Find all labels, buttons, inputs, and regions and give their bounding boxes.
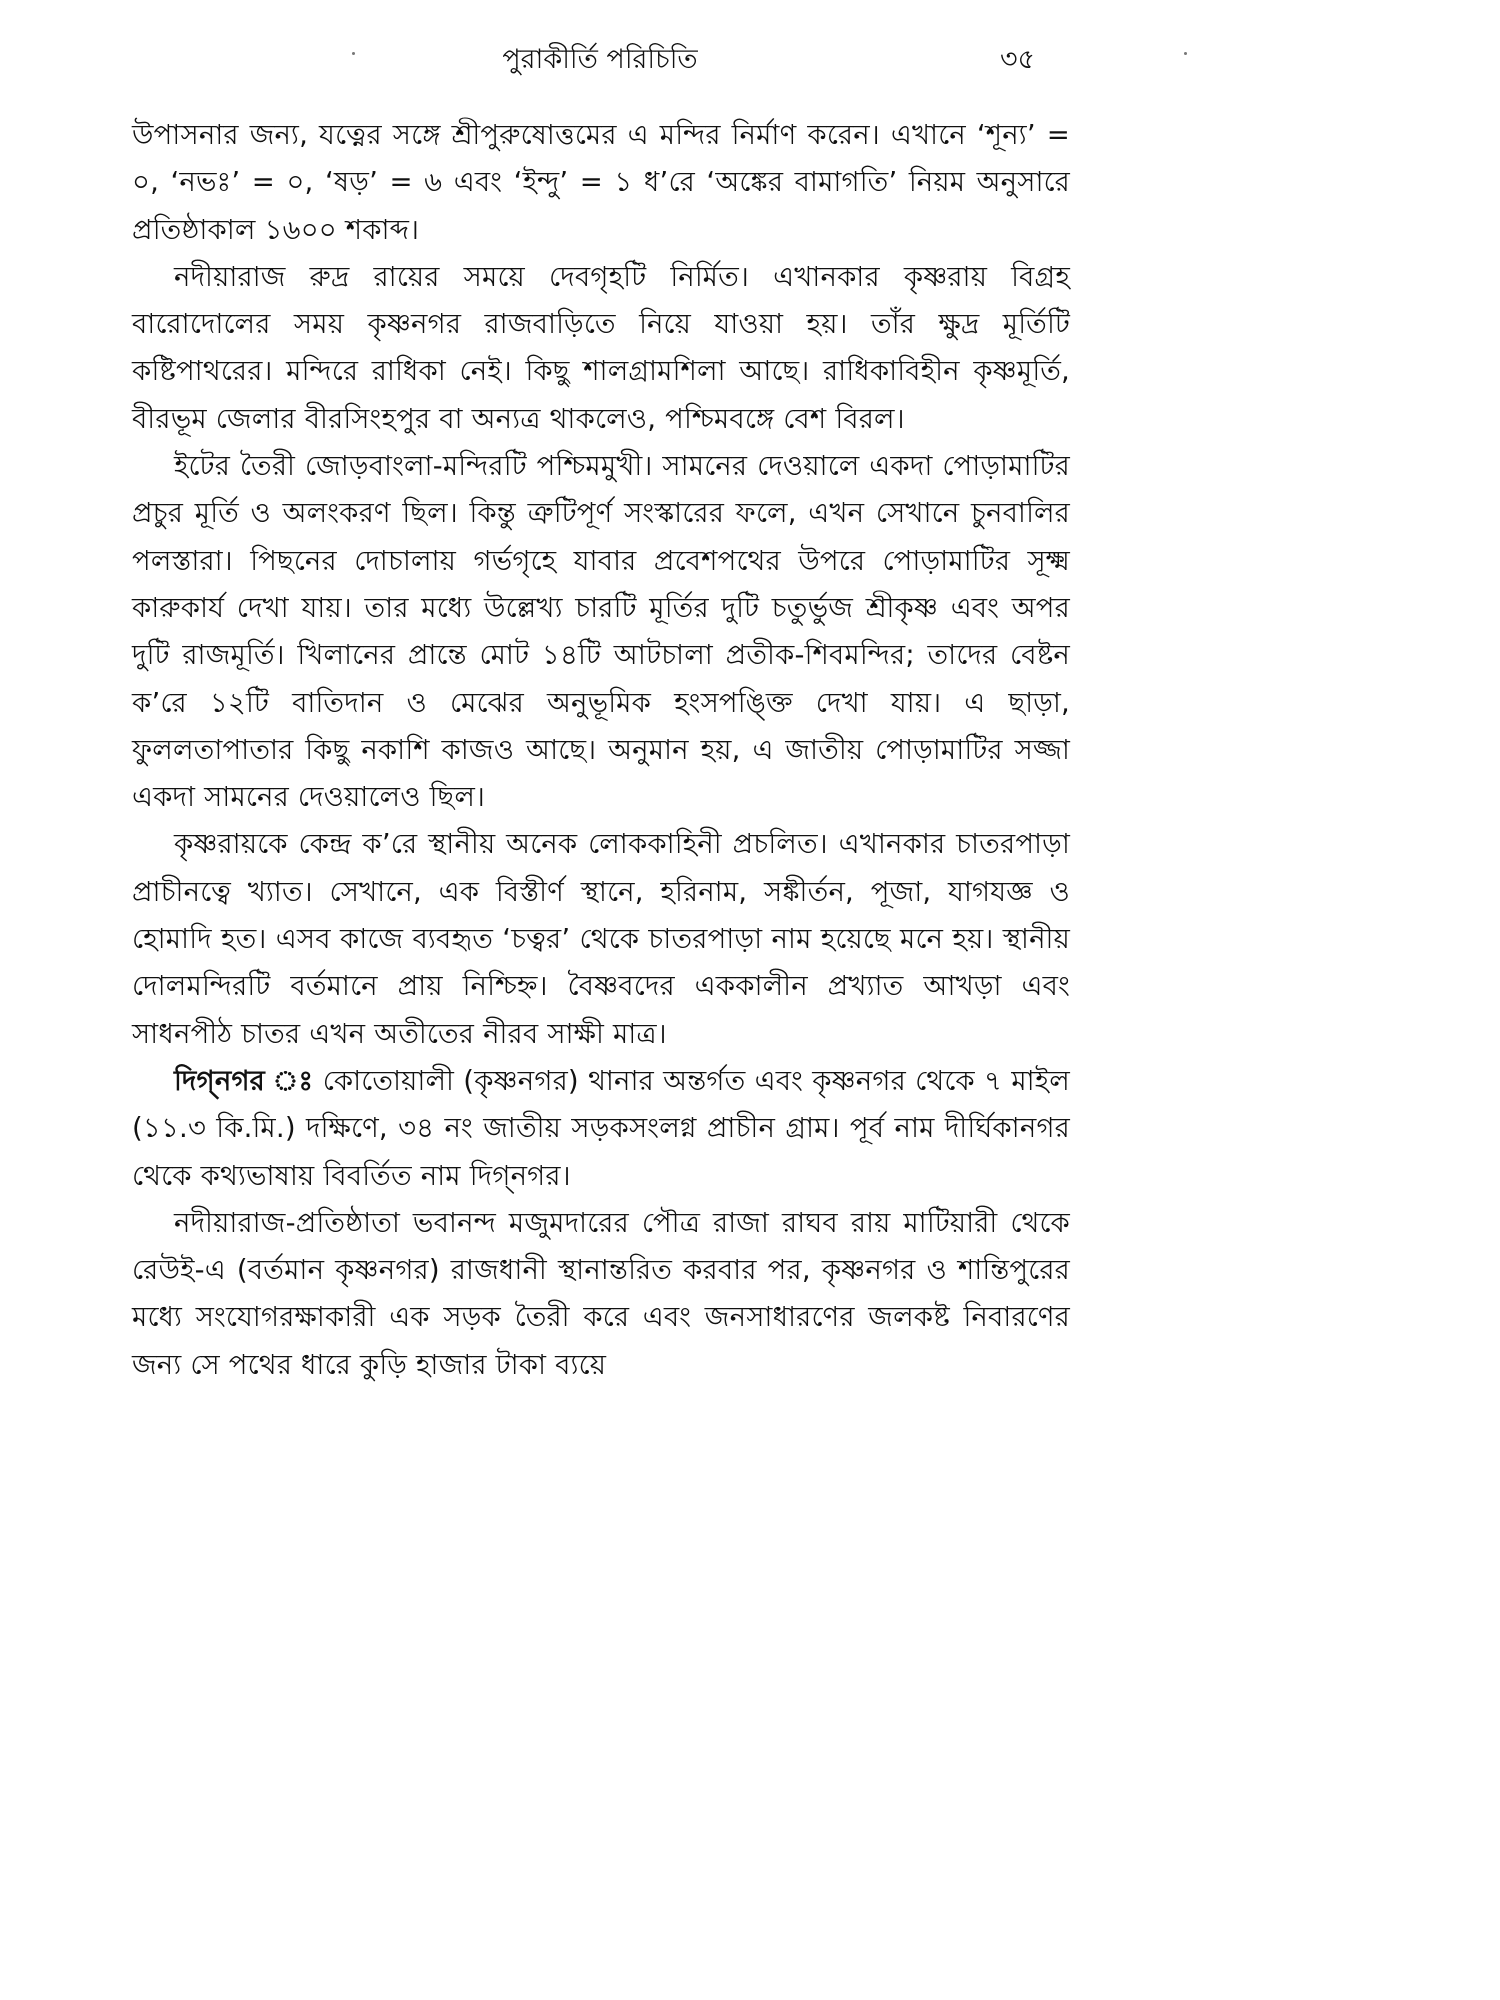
body-text: [132, 112, 1070, 1389]
page-number: ৩৫: [1000, 44, 1036, 75]
paragraph: উপাসনার জন্য, যত্নের সঙ্গে শ্রীপুরুষোত্তমের এ মন্দির নির্মাণ করেন। এখানে ‘শূন্য’ = ০, ‘নভঃ’ = ০, ‘ষড়’ = ৬ এবং ‘ইন্দু’ = ১ ধ’রে ‘অঙ্কের বামাগতি’ নিয়ম অনুসারে প্রতিষ্ঠাকাল ১৬০০ শকাব্দ।: [132, 119, 1070, 246]
paragraph: নদীয়ারাজ রুদ্র রায়ের সময়ে দেবগৃহটি নির্মিত। এখানকার কৃষ্ণরায় বিগ্রহ বারোদোলের সময় কৃষ্ণনগর রাজবাড়িতে নিয়ে যাওয়া হয়। তাঁর ক্ষুদ্র মূর্তিটি কষ্টিপাথরের। মন্দিরে রাধিকা নেই। কিছু শালগ্রামশিলা আছে। রাধিকাবিহীন কৃষ্ণমূর্তি, বীরভূম জেলার বীরসিংহপুর বা অন্যত্র থাকলেও, পশ্চিমবঙ্গে বেশ বিরল।: [132, 260, 1070, 435]
paragraph: ইটের তৈরী জোড়বাংলা-মন্দিরটি পশ্চিমমুখী। সামনের দেওয়ালে একদা পোড়ামাটির প্রচুর মূর্তি ও অলংকরণ ছিল। কিন্তু ত্রুটিপূর্ণ সংস্কারের ফলে, এখন সেখানে চুনবালির পলস্তারা। পিছনের দোচালায় গর্ভগৃহে যাবার প্রবেশপথের উপরে পোড়ামাটির সূক্ষ্ম কারুকার্য দেখা যায়। তার মধ্যে উল্লেখ্য চারটি মূর্তির দুটি চতুর্ভুজ শ্রীকৃষ্ণ এবং অপর দুটি রাজমূর্তি। খিলানের প্রান্তে মোট ১৪টি আটচালা প্রতীক-শিবমন্দির; তাদের বেষ্টন ক’রে ১২টি বাতিদান ও মেঝের অনুভূমিক হংসপঙ্ক্তি দেখা যায়। এ ছাড়া, ফুললতাপাতার কিছু নকাশি কাজও আছে। অনুমান হয়, এ জাতীয় পোড়ামাটির সজ্জা একদা সামনের দেওয়ালেও ছিল।: [132, 450, 1070, 814]
paragraph: কৃষ্ণরায়কে কেন্দ্র ক’রে স্থানীয় অনেক লোককাহিনী প্রচলিত। এখানকার চাতরপাড়া প্রাচীনত্বে খ্যাত। সেখানে, এক বিস্তীর্ণ স্থানে, হরিনাম, সঙ্কীর্তন, পূজা, যাগযজ্ঞ ও হোমাদি হত। এসব কাজে ব্যবহৃত ‘চত্বর’ থেকে চাতরপাড়া নাম হয়েছে মনে হয়। স্থানীয় দোলমন্দিরটি বর্তমানে প্রায় নিশ্চিহ্ন। বৈষ্ণবদের এককালীন প্রখ্যাত আখড়া এবং সাধনপীঠ চাতর এখন অতীতের নীরব সাক্ষী মাত্র।: [132, 828, 1070, 1050]
section-lead-heading: দিগ্‌নগর ঃ: [174, 1064, 314, 1097]
paragraph: নদীয়ারাজ-প্রতিষ্ঠাতা ভবানন্দ মজুমদারের পৌত্র রাজা রাঘব রায় মাটিয়ারী থেকে রেউই-এ (বর্তমান কৃষ্ণনগর) রাজধানী স্থানান্তরিত করবার পর, কৃষ্ণনগর ও শান্তিপুরের মধ্যে সংযোগরক্ষাকারী এক সড়ক তৈরী করে এবং জনসাধারণের জলকষ্ট নিবারণের জন্য সে পথের ধারে কুড়ি হাজার টাকা ব্যয়ে: [132, 1206, 1070, 1381]
paragraph-digangar: [132, 1058, 1070, 1200]
running-header-title: পুরাকীর্তি পরিচিতি: [502, 44, 698, 75]
paragraph-text: কোতোয়ালী (কৃষ্ণনগর) থানার অন্তর্গত এবং কৃষ্ণনগর থেকে ৭ মাইল (১১.৩ কি.মি.) দক্ষিণে, ৩৪ নং জাতীয় সড়কসংলগ্ন প্রাচীন গ্রাম। পূর্ব নাম দীর্ঘিকানগর থেকে কথ্যভাষায় বিবর্তিত নাম দিগ্‌নগর।: [132, 1064, 1070, 1192]
